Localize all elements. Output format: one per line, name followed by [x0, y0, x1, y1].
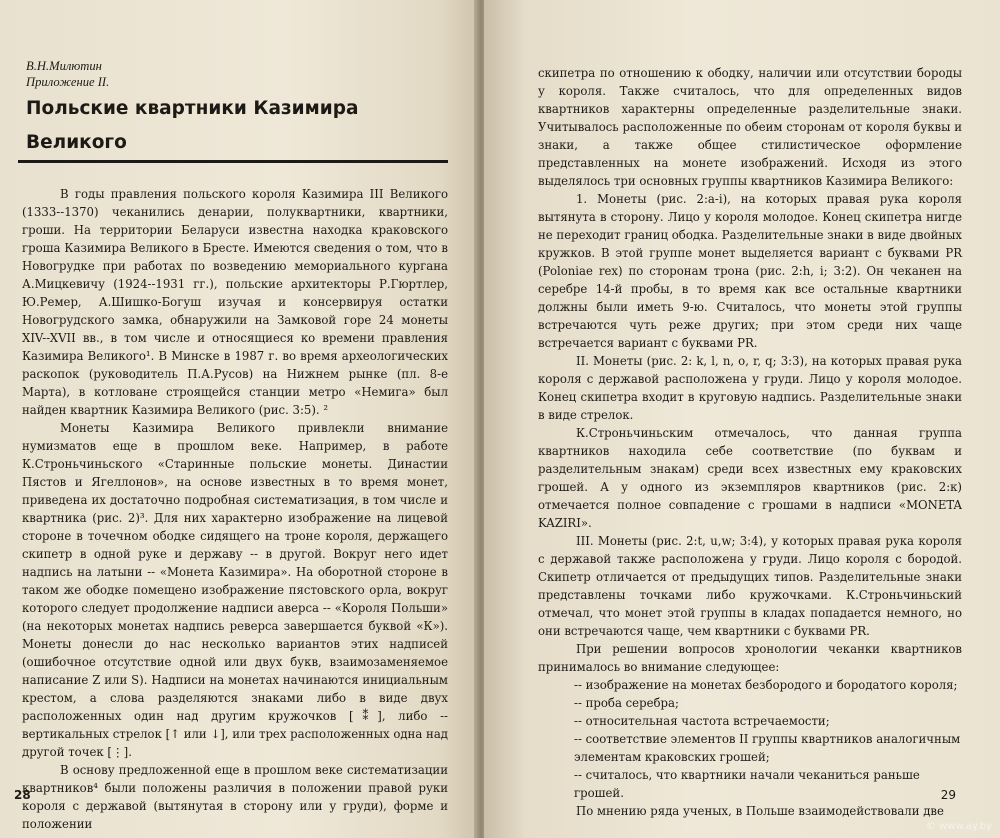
page-title: Польские квартники Казимира Великого: [26, 98, 359, 153]
appendix-label: Приложение II.: [26, 75, 110, 89]
paragraph: При решении вопросов хронологии чеканки квартников принималось во внимание следующее:: [538, 642, 962, 674]
paragraph: В основу предложенной еще в прошлом веке систематизации квартников⁴ были положены различия в положении правой руки короля с державой (вытянутая в сторону или у груди), форме и положении: [22, 763, 448, 831]
paragraph: Монеты Казимира Великого привлекли внимание нумизматов еще в прошлом веке. Например, в работе К.Строньчиньского «Старинные польские монеты. Династии Пястов и Ягеллонов», на основе известных в то время монет, приведена их достаточно подробная систематизация, в том числе и квартника (рис. 2)³. Для них характерно изображение на лицевой стороне в точечном ободке сидящего на троне короля, держащего скипетр в одной руке и державу -- в другой. Вокруг него идет надпись на латыни -- «Монета Казимира». На оборотной стороне в таком же ободке помещено изображение пястовского орла, вокруг которого следует продолжение надписи аверса -- «Короля Польши» (на некоторых монетах надпись реверса завершается буквой «К»). Монеты донесли до нас несколько вариантов этих надписей (ошибочное отсутствие одной или двух букв, взаимозаменяемое написание Z или S). Надписи на монетах начинаются инициальным крестом, а слова разделяются знаками либо в виде двух расположенных один над другим кружочков [⁑], либо -- вертикальных стрелок [↑ или ↓], или трех расположенных одна над другой точек [⋮].: [22, 421, 448, 759]
list-item: -- проба серебра;: [574, 696, 679, 710]
paragraph: II. Монеты (рис. 2: k, l, n, o, r, q; 3:3), на которых правая рука короля с державой расположена у груди. Лицо у короля молодое. Конец скипетра входит в круговую надпись. Разделительные знаки в виде стрелок.: [538, 354, 962, 422]
paragraph: По мнению ряда ученых, в Польше взаимодействовали две: [576, 804, 944, 818]
title-divider: [18, 160, 448, 163]
left-body-text: [18, 185, 448, 833]
page-number-left: 28: [14, 788, 31, 802]
criteria-list: [538, 676, 962, 802]
paragraph: III. Монеты (рис. 2:t, u,w; 3:4), у которых правая рука короля с державой также расположена у груди. Лицо короля с бородой. Скипетр отличается от предыдущих типов. Разделительные знаки представлены точками либо кружочками. К.Строньчиньский отмечал, что монет этой группы в кладах попадается немного, но они встречаются чаще, чем квартники с буквами PR.: [538, 534, 962, 638]
paragraph: К.Строньчиньским отмечалось, что данная группа квартников находила себе соответствие (по буквам и разделительным знакам) среди всех известных ему краковских грошей. А у одного из экземпляров квартников (рис. 2:к) отмечается полное совпадение с грошами в надписи «MONETA KAZIRI».: [538, 426, 962, 530]
left-page: [0, 0, 478, 838]
right-page: [484, 0, 1000, 838]
list-item: -- изображение на монетах безбородого и бородатого короля;: [574, 678, 958, 692]
list-item: -- считалось, что квартники начали чеканиться раньше грошей.: [574, 768, 920, 800]
list-item: -- соответствие элементов II группы квартников аналогичным элементам краковских грошей;: [574, 732, 961, 764]
paragraph: скипетра по отношению к ободку, наличии или отсутствии бороды у короля. Также считалось, что для определенных видов квартников характерны определенные разделительные знаки. Учитывалось расположенные по обеим сторонам от короля буквы и знаки, а также общее стилистическое оформление представленных на монете изображений. Исходя из этого выделялось три основных группы квартников Казимира Великого:: [538, 66, 962, 188]
paragraph: В годы правления польского короля Казимира III Великого (1333--1370) чеканились денарии, полуквартники, квартники, гроши. На территории Беларуси известна находка краковского гроша Казимира Великого в Бресте. Имеются сведения о том, что в Новогрудке при работах по возведению мемориального кургана А.Мицкевичу (1924--1931 гг.), польские архитекторы Р.Гюртлер, Ю.Ремер, А.Шишко-Богуш изучая и консервируя остатки Новогрудского замка, обнаружили на Замковой горе 24 монеты XIV--XVII вв., в том числе и относящиеся ко времени правления Казимира Великого¹. В Минске в 1987 г. во время археологических раскопок (руководитель П.А.Русов) на Нижнем рынке (пл. 8-е Марта), в котловане строящейся станции метро «Немига» был найден квартник Казимира Великого (рис. 3:5). ²: [22, 187, 448, 417]
author-name: В.Н.Милютин: [26, 59, 102, 73]
page-number-right: 29: [940, 788, 956, 802]
watermark: © www.ay.by: [925, 821, 992, 832]
paragraph: 1. Монеты (рис. 2:a-i), на которых правая рука короля вытянута в сторону. Лицо у короля молодое. Конец скипетра нигде не переходит границ ободка. Разделительные знаки в виде двойных кружков. В этой группе монет выделяется вариант с буквами PR (Poloniae rex) по сторонам трона (рис. 2:h, i; 3:2). Он чеканен на серебре 14-й пробы, в то время как все остальные квартники должны были иметь 9-ю. Считалось, что монеты этой группы встречаются чуть реже других; при этом среди них чаще встречается вариант с буквами PR.: [538, 192, 962, 350]
list-item: -- относительная частота встречаемости;: [574, 714, 830, 728]
